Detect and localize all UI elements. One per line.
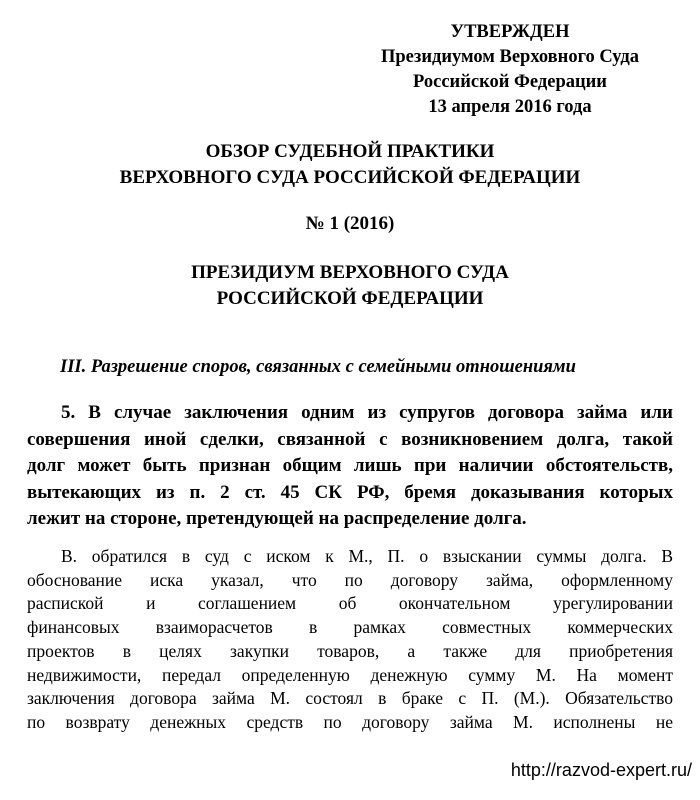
body-line: распиской и соглашением об окончательном урегулировании bbox=[27, 593, 673, 614]
section-heading: III. Разрешение споров, связанных с семейными отношениями bbox=[60, 357, 576, 377]
footer-website-link[interactable]: http://razvod-expert.ru/ bbox=[510, 760, 692, 780]
approval-date: 13 апреля 2016 года bbox=[428, 97, 592, 117]
approval-line-3: Российской Федерации bbox=[413, 72, 607, 92]
thesis-line: лежит на стороне, претендующей на распределение долга. bbox=[27, 508, 527, 529]
presidium-heading-line-2: РОССИЙСКОЙ ФЕДЕРАЦИИ bbox=[216, 288, 484, 309]
body-line: недвижимости, передал определенную денежную сумму М. На момент bbox=[27, 664, 673, 685]
thesis-line: долг может быть признан общим лишь при наличии обстоятельств, bbox=[27, 455, 673, 476]
body-line: финансовых взаиморасчетов в рамках совместных коммерческих bbox=[27, 617, 673, 638]
document-title-line-2: ВЕРХОВНОГО СУДА РОССИЙСКОЙ ФЕДЕРАЦИИ bbox=[119, 167, 581, 188]
approval-line-1: УТВЕРЖДЕН bbox=[450, 22, 570, 42]
body-paragraph bbox=[27, 545, 673, 735]
body-line: проектов в целях закупки товаров, а также для приобретения bbox=[27, 640, 673, 661]
thesis-line: вытекающих из п. 2 ст. 45 СК РФ, бремя доказывания которых bbox=[27, 481, 673, 503]
body-line: обоснование иска указал, что по договору займа, оформленному bbox=[27, 569, 673, 590]
body-line: по возврату денежных средств по договору займа М. исполнены не bbox=[27, 711, 673, 732]
approval-stamp bbox=[340, 20, 680, 120]
presidium-heading-line-1: ПРЕЗИДИУМ ВЕРХОВНОГО СУДА bbox=[191, 262, 509, 283]
document-title bbox=[0, 139, 700, 191]
body-line: В. обратился в суд с иском к М., П. о взыскании суммы долга. В bbox=[61, 546, 673, 566]
presidium-heading bbox=[0, 260, 700, 312]
approval-line-2: Президиумом Верховного Суда bbox=[381, 47, 639, 67]
thesis-line: 5. В случае заключения одним из супругов договора займа или bbox=[61, 402, 673, 423]
thesis-line: совершения иной сделки, связанной с возникновением долга, такой bbox=[27, 428, 673, 450]
document-title-line-1: ОБЗОР СУДЕБНОЙ ПРАКТИКИ bbox=[205, 141, 495, 162]
document-number: № 1 (2016) bbox=[305, 213, 395, 234]
thesis-paragraph bbox=[27, 400, 673, 533]
body-line: заключения договора займа М. состоял в браке с П. (М.). Обязательство bbox=[27, 688, 673, 709]
